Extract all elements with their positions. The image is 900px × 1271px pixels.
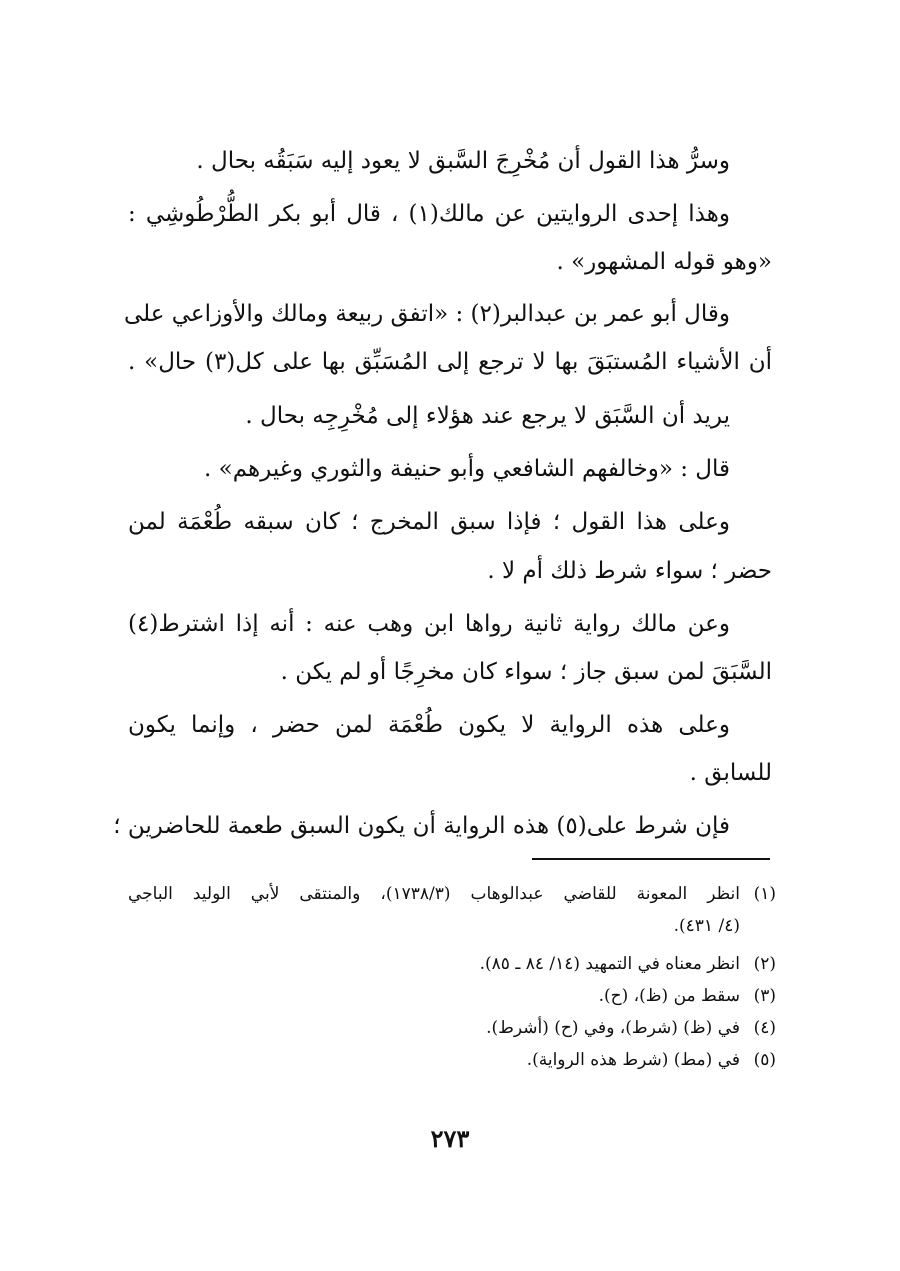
body-line-8: وعلى هذا القول ؛ فإذا سبق المخرج ؛ كان سبقه طُعْمَة لمن (128, 509, 730, 535)
footnote-divider (532, 858, 770, 860)
footnote-1-continued: (٤/ ٤٣١). (673, 916, 740, 936)
footnote-4-number: (٤) (753, 1018, 776, 1038)
body-line-7: قال : «وخالفهم الشافعي وأبو حنيفة والثوري وغيرهم» . (204, 456, 730, 482)
footnote-5-text: في (مط) (شرط هذه الرواية). (526, 1050, 740, 1070)
body-line-11: السَّبَقَ لمن سبق جاز ؛ سواء كان مخرِجًا أو لم يكن . (280, 659, 772, 685)
footnote-4-text: في (ظ) (شرط)، وفي (ح) (أشرط). (486, 1018, 740, 1038)
footnote-1-text: انظر المعونة للقاضي عبدالوهاب (١٧٣٨/٣)، والمنتقى لأبي الوليد الباجي (128, 884, 740, 904)
page-number: ٢٧٣ (430, 1124, 470, 1153)
footnote-1-number: (١) (753, 884, 776, 904)
footnote-2-number: (٢) (753, 954, 776, 974)
body-line-4: وقال أبو عمر بن عبدالبر(٢) : «اتفق ربيعة ومالك والأوزاعي على (123, 301, 730, 327)
footnote-3 (128, 982, 776, 1010)
footnote-5 (128, 1046, 776, 1074)
footnote-5-number: (٥) (753, 1050, 776, 1070)
body-line-10: وعن مالك رواية ثانية رواها ابن وهب عنه : أنه إذا اشترط(٤) (128, 611, 730, 637)
body-line-14: فإن شرط على(٥) هذه الرواية أن يكون السبق طعمة للحاضرين ؛ (113, 813, 730, 839)
body-line-6: يريد أن السَّبَق لا يرجع عند هؤلاء إلى مُخْرِجِه بحال . (245, 403, 730, 429)
footnote-2 (128, 950, 776, 978)
body-line-5: أن الأشياء المُستبَقَ بها لا ترجع إلى المُسَبِّق بها على كل(٣) حال» . (128, 349, 772, 375)
body-line-12: وعلى هذه الرواية لا يكون طُعْمَة لمن حضر ، وإنما يكون (128, 712, 730, 738)
footnote-3-text: سقط من (ظ)، (ح). (598, 986, 740, 1006)
body-line-9: حضر ؛ سواء شرط ذلك أم لا . (487, 558, 772, 584)
footnote-2-text: انظر معناه في التمهيد (١٤/ ٨٤ ـ ٨٥). (479, 954, 740, 974)
footnote-1 (128, 880, 776, 908)
footnote-4 (128, 1014, 776, 1042)
body-line-13: للسابق . (689, 760, 772, 786)
body-line-3: «وهو قوله المشهور» . (556, 249, 772, 275)
footnote-3-number: (٣) (753, 986, 776, 1006)
body-line-2: وهذا إحدى الروايتين عن مالك(١) ، قال أبو بكر الطُّرْطُوشِي : (128, 201, 730, 227)
body-line-1: وسرُّ هذا القول أن مُخْرِجَ السَّبق لا يعود إليه سَبَقُه بحال . (196, 148, 730, 174)
